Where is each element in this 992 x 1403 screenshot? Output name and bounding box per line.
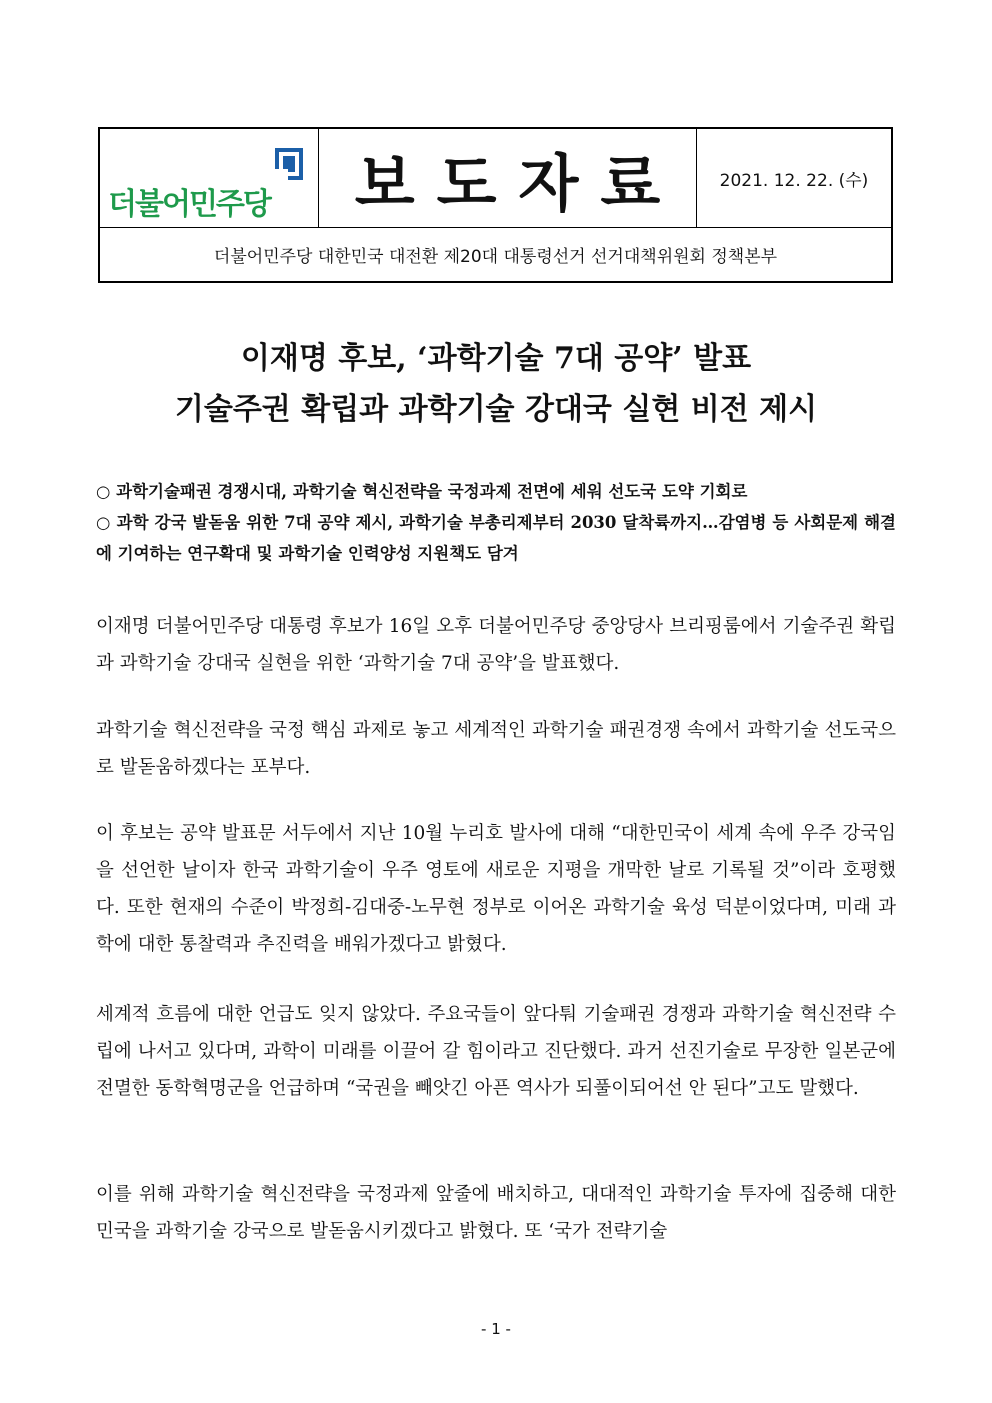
headline-line-1: 이재명 후보, ‘과학기술 7대 공약’ 발표	[240, 341, 752, 376]
release-date: 2021. 12. 22. (수)	[719, 170, 869, 191]
press-header-table	[98, 127, 893, 283]
body-paragraph	[96, 996, 896, 1107]
body-paragraph	[96, 1176, 896, 1250]
paragraph-text: 세계적 흐름에 대한 언급도 잊지 않았다. 주요국들이 앞다퉈 기술패권 경쟁과 과학기술 혁신전략 수립에 나서고 있다며, 과학이 미래를 이끌어 갈 힘이라고 진단했다. 과거 선진기술로 무장한 일본군에 전멸한 동학혁명군을 언급하며 “국권을 빼앗긴 아픈 역사가 되풀이되어선 안 된다”고도 말했다.	[96, 1004, 896, 1099]
press-release-title: 보도자료	[354, 146, 683, 220]
party-logo	[100, 129, 319, 227]
body-paragraph	[96, 712, 896, 786]
summary-bullet: ○ 과학기술패권 경쟁시대, 과학기술 혁신전략을 국정과제 전면에 세워 선도국 도약 기회로	[96, 482, 748, 501]
header-top-row	[100, 129, 891, 228]
headline-line-2: 기술주권 확립과 과학기술 강대국 실현 비전 제시	[174, 392, 818, 427]
body-paragraph	[96, 815, 896, 963]
page-number: - 1 -	[481, 1320, 511, 1338]
party-logo-text: 더불어민주당	[108, 187, 270, 222]
body-paragraph	[96, 608, 896, 682]
press-release-title-cell	[319, 129, 697, 227]
paragraph-text: 이재명 더불어민주당 대통령 후보가 16일 오후 더불어민주당 중앙당사 브리핑룸에서 기술주권 확립과 과학기술 강대국 실현을 위한 ‘과학기술 7대 공약’을 발표했다.	[96, 616, 896, 674]
issuing-department: 더불어민주당 대한민국 대전환 제20대 대통령선거 선거대책위원회 정책본부	[213, 247, 778, 267]
summary-bullets	[96, 476, 896, 569]
party-logo-mark-icon	[274, 147, 304, 181]
paragraph-text: 이 후보는 공약 발표문 서두에서 지난 10월 누리호 발사에 대해 “대한민국이 세계 속에 우주 강국임을 선언한 날이자 한국 과학기술이 우주 영토에 새로운 지평을 개막한 날로 기록될 것”이라 호평했다. 또한 현재의 수준이 박정희-김대중-노무현 정부로 이어온 과학기술 육성 덕분이었다며, 미래 과학에 대한 통찰력과 추진력을 배워가겠다고 밝혔다.	[96, 823, 896, 955]
paragraph-text: 이를 위해 과학기술 혁신전략을 국정과제 앞줄에 배치하고, 대대적인 과학기술 투자에 집중해 대한민국을 과학기술 강국으로 발돋움시키겠다고 밝혔다. 또 ‘국가 전략기술	[96, 1184, 896, 1242]
paragraph-text: 과학기술 혁신전략을 국정 핵심 과제로 놓고 세계적인 과학기술 패권경쟁 속에서 과학기술 선도국으로 발돋움하겠다는 포부다.	[96, 720, 896, 778]
summary-bullet: ○ 과학 강국 발돋움 위한 7대 공약 제시, 과학기술 부총리제부터 2030 달착륙까지…감염병 등 사회문제 해결에 기여하는 연구확대 및 과학기술 인력양성 지원책도 담겨	[96, 513, 896, 563]
